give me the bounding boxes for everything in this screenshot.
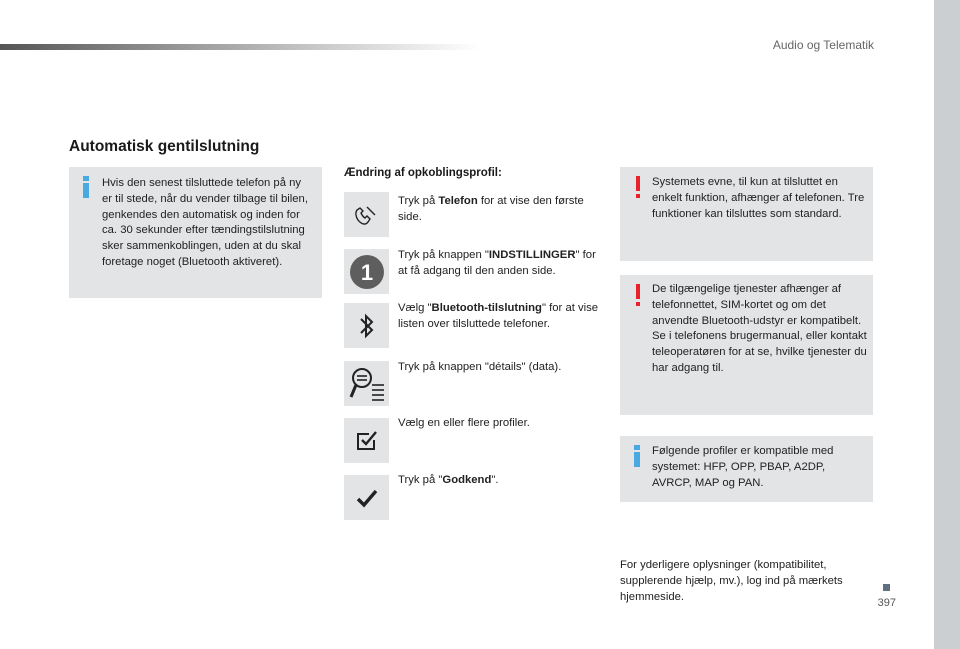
settings-one-icon [344,249,389,294]
info-icon [634,445,640,467]
step-3-text: Vælg "Bluetooth-tilslutning" for at vise listen over tilsluttede telefoner. [398,302,599,330]
settings-one-glyph: 1 [360,259,373,285]
info-profiles-text: Følgende profiler er kompatible med systemet: HFP, OPP, PBAP, A2DP, AVRCP, MAP og PAN. [652,445,834,489]
page-side-strip [934,0,960,649]
warning-box-services [620,275,873,415]
step-1-text: Tryk på Telefon for at vise den første side. [398,195,584,223]
step-5-text: Vælg en eller flere profiler. [398,417,530,429]
warning-functions-text: Systemets evne, til kun at tilsluttet en enkelt funktion, afhænger af telefonen. Tre funktioner kan tilsluttes som standard. [652,176,865,220]
warning-icon [636,176,641,198]
page-title: Automatisk gentilslutning [69,138,260,155]
step-2-text: Tryk på knappen "INDSTILLINGER" for at få adgang til den anden side. [398,249,596,277]
warning-services-text: De tilgængelige tjenester afhænger af telefonnettet, SIM-kortet og om det anvendte Bluetooth-udstyr er kompatibelt. Se i telefonens brugermanual, eller kontakt teleoperatøren for at se, hvilke tjenester du har adgang til. [652,283,867,374]
step-6-text: Tryk på "Godkend". [398,474,499,486]
phone-icon [344,192,389,237]
profile-change-heading: Ændring af opkoblingsprofil: [344,167,502,179]
page-number: 397 [877,597,896,609]
section-label: Audio og Telematik [772,38,874,52]
bluetooth-icon [344,303,389,348]
info-icon [83,176,89,198]
warning-box-functions [620,167,873,261]
warning-icon [636,284,641,306]
details-icon [344,361,389,406]
page-marker [883,584,890,591]
info-box-auto-reconnect [69,167,322,298]
checkmark-icon [344,475,389,520]
info-auto-text: Hvis den senest tilsluttede telefon på ny er til stede, når du vender tilbage til bilen, genkendes den automatisk og inden for ca. 30 sekunder efter tændingstilslutning sker sammenkoblingen, uden at du skal foretage noget (Bluetooth aktiveret). [102,177,308,268]
footer-note: For yderligere oplysninger (kompatibilitet, supplerende hjælp, mv.), log ind på mærkets hjemmeside. [620,559,843,603]
header-gradient-bar [0,44,480,50]
info-box-profiles [620,436,873,502]
checkbox-icon [344,418,389,463]
step-4-text: Tryk på knappen "détails" (data). [398,361,562,373]
